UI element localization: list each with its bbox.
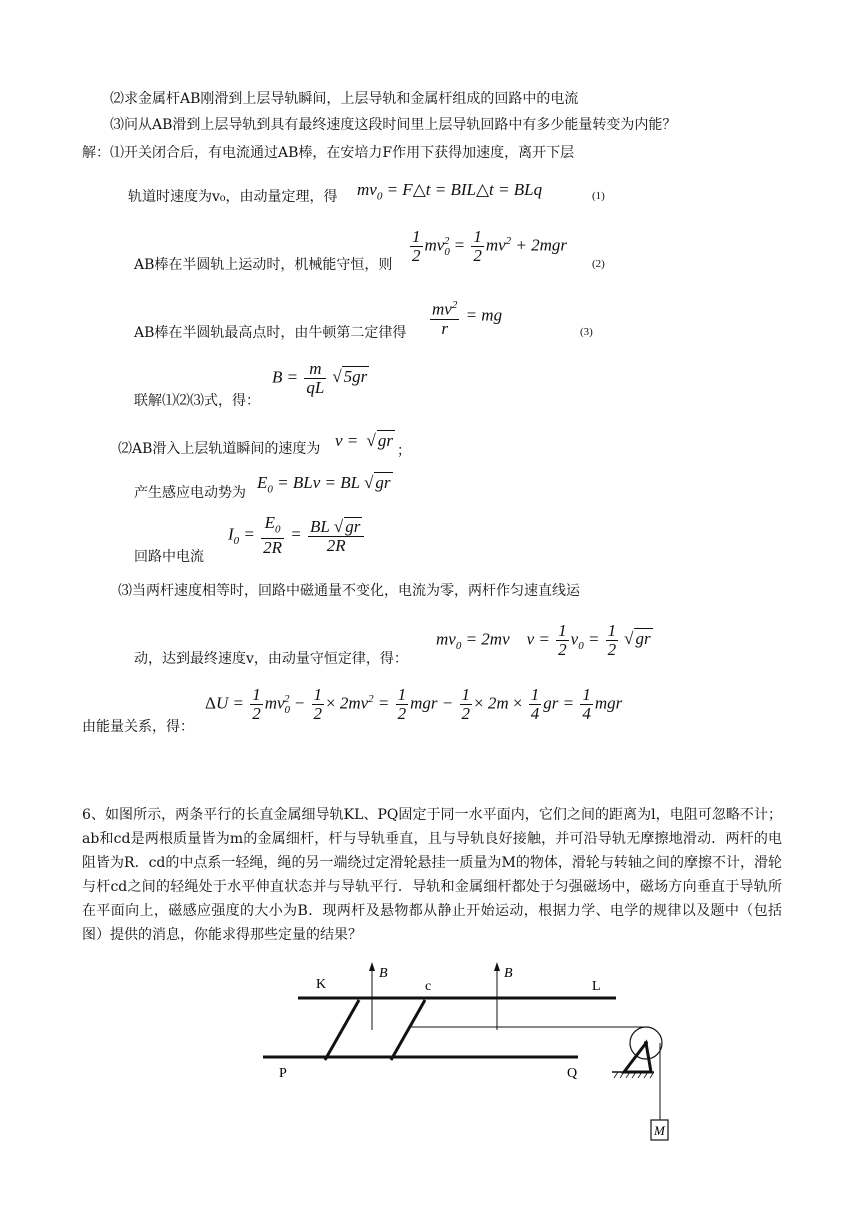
equation-2-number: (2) (592, 258, 605, 270)
solution-line-2: AB棒在半圆轨上运动时，机械能守恒，则 (134, 257, 393, 273)
solution-line-1: 轨道时速度为v₀，由动量定理，得 (128, 189, 338, 205)
label-P: P (279, 1066, 287, 1081)
problem-6-text: 6、如图所示，两条平行的长直金属细导轨KL、PQ固定于同一水平面内，它们之间的距离为l，电阻可忽略不计；ab和cd是两根质量皆为m的金属细杆，杆与导轨垂直，且与导轨良好接触，并可沿导轨无摩擦地滑动．两杆的电阻皆为R．cd的中点系一轻绳，绳的另一端绕过定滑轮悬挂一质量为M的物体，滑轮与转轴之间的摩擦不计，滑轮与杆cd之间的轻绳处于水平伸直状态并与导轨平行．导轨和金属细杆都处于匀强磁场中，磁场方向垂直于导轨所在平面向上，磁感应强度的大小为B．现两杆及悬物都从静止开始运动，根据力学、电学的规律以及题中（包括图）提供的消息，你能求得那些定量的结果？ (82, 807, 782, 943)
label-M: M (654, 1123, 665, 1138)
equation-B: B = $\frac{m}{qL}$ √ 5gr (272, 360, 369, 397)
label-c: c (425, 979, 432, 994)
label-Q: Q (567, 1066, 578, 1081)
semicolon: ； (397, 443, 411, 459)
equation-1-number: (1) (592, 190, 605, 202)
equation-3: $\frac{mv^2}{r}$ = mg (428, 296, 502, 338)
equation-3-number: (3) (580, 326, 593, 338)
equation-2: $\frac{1}{2}$ $mv_0^2$ = $\frac{1}{2}$ $mv^2 + 2mgr$ (412, 227, 568, 265)
question-2: ⑵求金属杆AB刚滑到上层导轨瞬间，上层导轨和金属杆组成的回路中的电流 (110, 91, 579, 107)
label-B-1: B (379, 966, 388, 981)
solution-intro: 解：⑴开关闭合后，有电流通过AB棒，在安培力F作用下获得加速度，离开下层 (82, 145, 575, 161)
solution-line-8: ⑶当两杆速度相等时，回路中磁通量不变化，电流为零，两杆作匀速直线运 (118, 583, 580, 599)
solution-line-6: 产生感应电动势为 (134, 485, 246, 501)
equation-1: $mv_0$ = F△t = BIL△t = BLq (357, 180, 543, 203)
rod-cd (391, 1000, 425, 1060)
solution-line-10: 由能量关系，得： (82, 719, 194, 735)
equation-v: v = √ gr (335, 430, 395, 451)
equation-energy: ΔU = $\frac{1}{2}$ $mv_0^2$ − $\frac{1}{2}$ × $2mv^2$ = $\frac{1}{2}$ mgr − $\frac{1}{2}$ × 2m × $\frac{1}{4}$ gr = $\frac{1}{4}$ mgr (205, 685, 623, 723)
equation-E0: $E_0$ = BLv = BL√ gr (257, 472, 393, 499)
solution-line-4: 联解⑴⑵⑶式，得： (134, 393, 260, 409)
equation-momentum: $mv_0 = 2mv$ v = $\frac{1}{2}$ $v_0$ = $\frac{1}{2}$ √ gr (436, 622, 653, 659)
solution-line-9: 动，达到最终速度v，由动量守恒定律，得： (134, 651, 408, 667)
equation-I0: $I_0$ = $\frac{E_0}{2R}$ = $\frac{BL√ gr}{2R}$ (228, 514, 366, 557)
rail-figure (240, 950, 700, 1150)
solution-line-3: AB棒在半圆轨最高点时，由牛顿第二定律得 (134, 325, 407, 341)
rod-ab (325, 1000, 359, 1060)
pulley-support (624, 1043, 651, 1072)
b-field-arrowhead-2 (494, 962, 500, 971)
solution-line-5: ⑵AB滑入上层轨道瞬间的速度为 (118, 441, 321, 457)
label-B-2: B (504, 966, 513, 981)
label-K: K (316, 977, 327, 992)
b-field-arrowhead-1 (369, 962, 375, 971)
label-L: L (592, 979, 601, 994)
solution-line-7: 回路中电流 (134, 549, 204, 565)
question-3: ⑶问从AB滑到上层导轨到具有最终速度这段时间里上层导轨回路中有多少能量转变为内能？ (110, 117, 677, 133)
